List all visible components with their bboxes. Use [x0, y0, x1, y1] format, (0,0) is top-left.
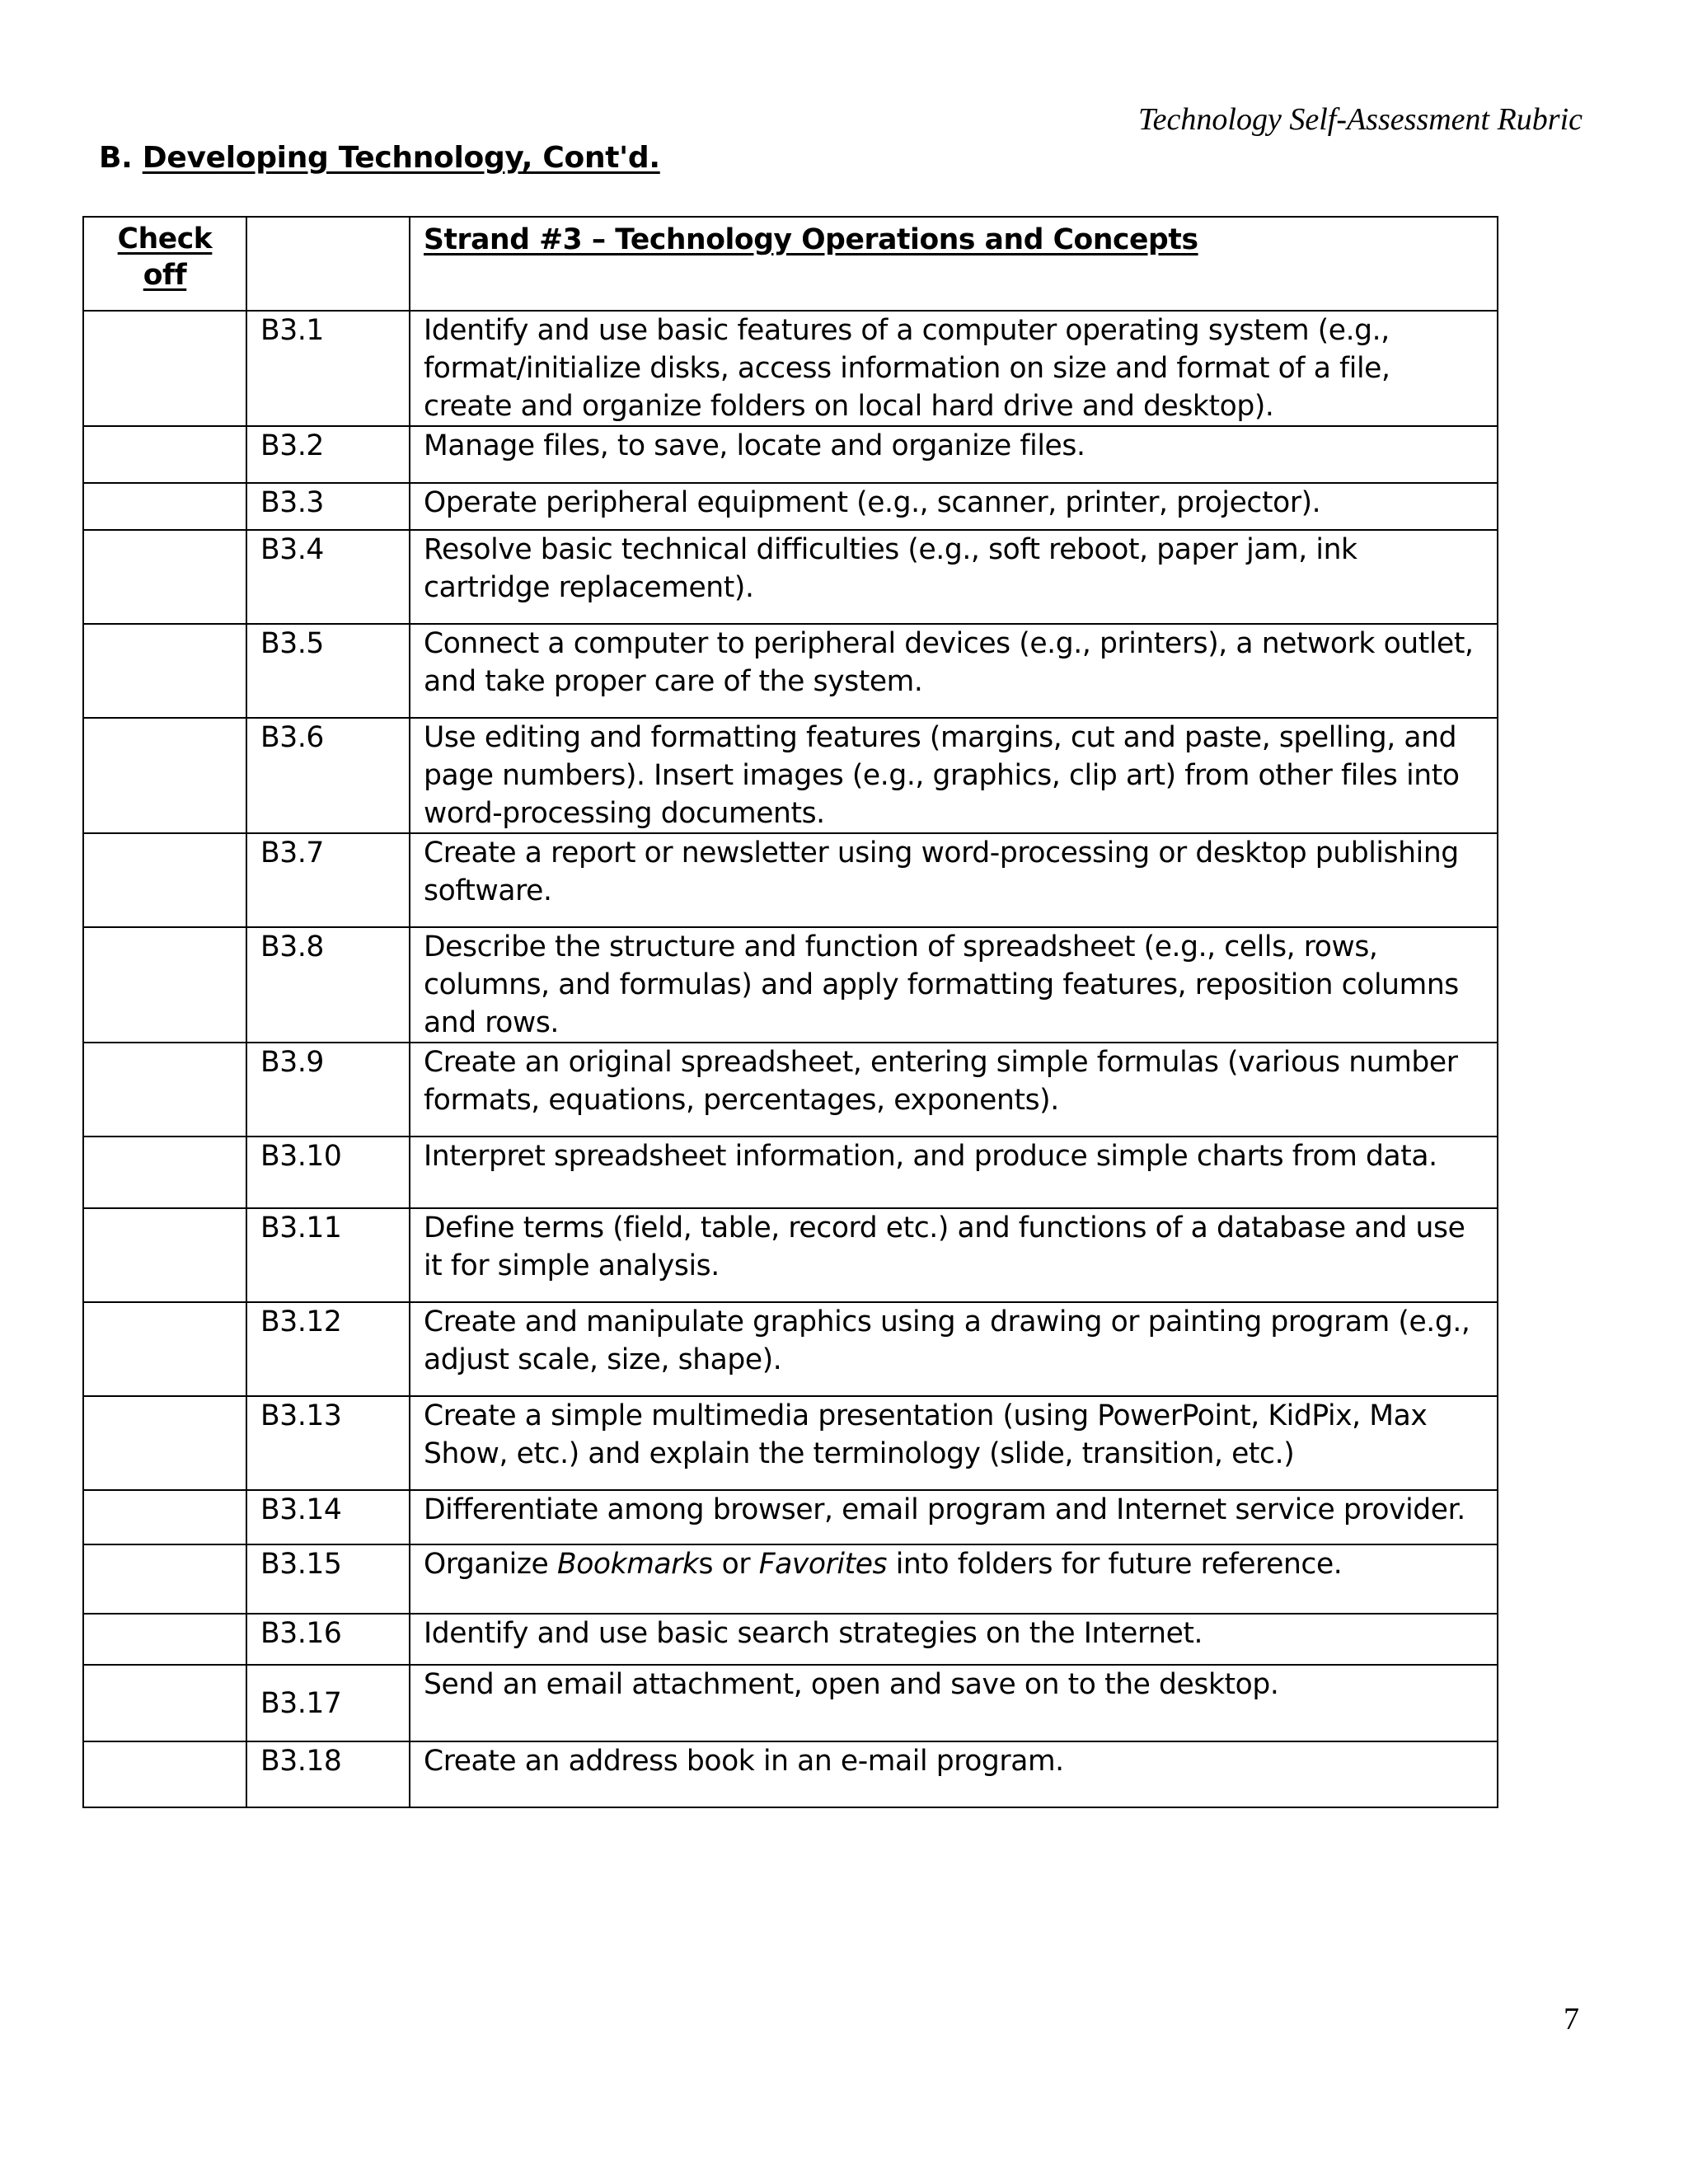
table-row: [83, 833, 1498, 927]
table-row: [83, 1665, 1498, 1741]
check-off-cell[interactable]: [83, 718, 246, 833]
check-off-cell[interactable]: [83, 1208, 246, 1302]
table-row: [83, 1614, 1498, 1665]
standard-code: B3.13: [246, 1396, 410, 1490]
section-prefix: B.: [99, 141, 133, 175]
standard-description: Create and manipulate graphics using a drawing or painting program (e.g., adjust scale, size, shape).: [410, 1302, 1498, 1396]
table-row: [83, 1490, 1498, 1544]
table-row: [83, 1043, 1498, 1137]
standard-code: B3.6: [246, 718, 410, 833]
standard-code: B3.1: [246, 311, 410, 426]
standard-description: Connect a computer to peripheral devices (e.g., printers), a network outlet, and take proper care of the system.: [410, 624, 1498, 718]
table-row: [83, 1741, 1498, 1807]
check-off-cell[interactable]: [83, 1490, 246, 1544]
standard-description: Create an original spreadsheet, entering simple formulas (various number formats, equations, percentages, exponents).: [410, 1043, 1498, 1137]
standard-code: B3.16: [246, 1614, 410, 1665]
table-row: [83, 624, 1498, 718]
check-off-header: Check off: [83, 217, 246, 311]
check-off-cell[interactable]: [83, 1396, 246, 1490]
check-off-cell[interactable]: [83, 426, 246, 483]
section-heading: Developing Technology, Cont'd.: [142, 141, 660, 175]
table-row: [83, 1208, 1498, 1302]
check-off-cell[interactable]: [83, 483, 246, 530]
check-off-cell[interactable]: [83, 1665, 246, 1741]
standard-description: Create a simple multimedia presentation (using PowerPoint, KidPix, Max Show, etc.) and explain the terminology (slide, transition, etc.): [410, 1396, 1498, 1490]
standard-description: Use editing and formatting features (margins, cut and paste, spelling, and page numbers). Insert images (e.g., graphics, clip art) from other files into word-processing documents.: [410, 718, 1498, 833]
standard-description: Identify and use basic search strategies on the Internet.: [410, 1614, 1498, 1665]
check-off-cell[interactable]: [83, 1741, 246, 1807]
standard-description: Operate peripheral equipment (e.g., scanner, printer, projector).: [410, 483, 1498, 530]
section-title: [99, 140, 660, 176]
table-row: [83, 530, 1498, 624]
standard-description: Identify and use basic features of a computer operating system (e.g., format/initialize disks, access information on size and format of a file, create and organize folders on local hard drive and desktop).: [410, 311, 1498, 426]
standard-description: Describe the structure and function of spreadsheet (e.g., cells, rows, columns, and formulas) and apply formatting features, reposition columns and rows.: [410, 927, 1498, 1043]
standard-description: Manage files, to save, locate and organize files.: [410, 426, 1498, 483]
standard-code: B3.15: [246, 1544, 410, 1614]
table-header-row: [83, 217, 1498, 311]
check-off-cell[interactable]: [83, 530, 246, 624]
standard-description: Interpret spreadsheet information, and produce simple charts from data.: [410, 1137, 1498, 1208]
standard-description: Resolve basic technical difficulties (e.g., soft reboot, paper jam, ink cartridge replacement).: [410, 530, 1498, 624]
standard-code: B3.9: [246, 1043, 410, 1137]
standard-description: Organize Bookmarks or Favorites into folders for future reference.: [410, 1544, 1498, 1614]
standard-code: B3.14: [246, 1490, 410, 1544]
standard-code: B3.18: [246, 1741, 410, 1807]
standard-code: B3.4: [246, 530, 410, 624]
standard-code: B3.3: [246, 483, 410, 530]
standard-description: Differentiate among browser, email program and Internet service provider.: [410, 1490, 1498, 1544]
table-row: [83, 1137, 1498, 1208]
check-off-cell[interactable]: [83, 1544, 246, 1614]
standard-code: B3.2: [246, 426, 410, 483]
check-off-cell[interactable]: [83, 311, 246, 426]
standard-code: B3.7: [246, 833, 410, 927]
running-header: Technology Self-Assessment Rubric: [1138, 102, 1582, 137]
rubric-table: [82, 216, 1498, 1808]
standard-description: Create a report or newsletter using word-processing or desktop publishing software.: [410, 833, 1498, 927]
standard-code: B3.10: [246, 1137, 410, 1208]
check-off-cell[interactable]: [83, 927, 246, 1043]
strand-header: Strand #3 – Technology Operations and Concepts: [410, 217, 1498, 311]
check-off-cell[interactable]: [83, 1614, 246, 1665]
standard-code: B3.17: [246, 1665, 410, 1741]
check-off-cell[interactable]: [83, 833, 246, 927]
standard-code: B3.11: [246, 1208, 410, 1302]
table-row: [83, 927, 1498, 1043]
table-row: [83, 1396, 1498, 1490]
check-off-cell[interactable]: [83, 1137, 246, 1208]
table-row: [83, 1544, 1498, 1614]
table-row: [83, 718, 1498, 833]
check-off-cell[interactable]: [83, 1302, 246, 1396]
table-row: [83, 483, 1498, 530]
standard-code: B3.12: [246, 1302, 410, 1396]
standard-code: B3.5: [246, 624, 410, 718]
standard-description: Define terms (field, table, record etc.) and functions of a database and use it for simple analysis.: [410, 1208, 1498, 1302]
table-row: [83, 1302, 1498, 1396]
standard-description: Send an email attachment, open and save on to the desktop.: [410, 1665, 1498, 1741]
check-off-cell[interactable]: [83, 1043, 246, 1137]
code-header: [246, 217, 410, 311]
standard-description: Create an address book in an e-mail program.: [410, 1741, 1498, 1807]
page-number: 7: [1564, 2002, 1579, 2036]
table-row: [83, 426, 1498, 483]
standard-code: B3.8: [246, 927, 410, 1043]
check-off-cell[interactable]: [83, 624, 246, 718]
table-row: [83, 311, 1498, 426]
